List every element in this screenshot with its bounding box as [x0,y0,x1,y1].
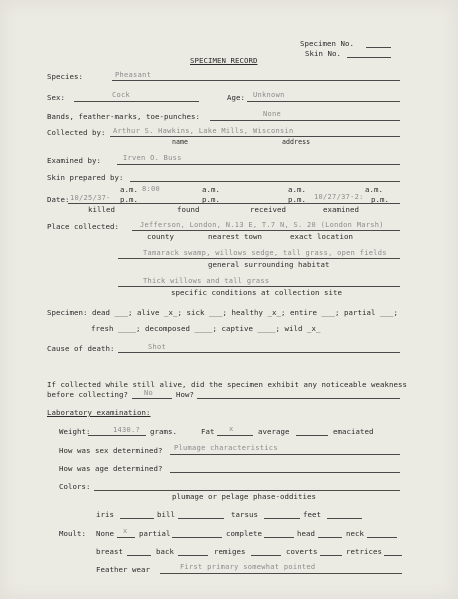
place-collected-line [132,230,400,231]
species-line [112,80,400,81]
date-pm-1: p.m. [120,195,138,204]
fat-line [217,435,253,436]
fat-emaciated: emaciated [333,427,374,436]
moult-neck-line [367,537,397,538]
moult-partial: partial [139,529,171,538]
moult-retrices-line [384,555,402,556]
moult-none-line [117,537,135,538]
age-determined-line [170,472,400,473]
specimen-condition-line1: Specimen: dead ___; alive _x_; sick ___; healthy _x_; entire ___; partial ___; [47,308,398,317]
fat-mark: x [229,425,234,433]
moult-none: None [96,529,114,538]
habitat-line [118,258,400,259]
cause-of-death-label: Cause of death: [47,344,115,353]
weakness-answer: No [144,389,154,397]
date-am-4: a.m. [365,185,383,194]
weakness-answer-line [132,398,172,399]
sex-label: Sex: [47,93,65,102]
skin-no-field[interactable] [347,57,391,58]
moult-partial-line [172,537,222,538]
collected-by-label: Collected by: [47,128,106,137]
date-found-caption: found [177,205,200,214]
weight-line [88,435,146,436]
moult-coverts-line [320,555,342,556]
age-label: Age: [227,93,245,102]
moult-neck: neck [346,529,364,538]
date-line [68,203,400,204]
cause-of-death-line [118,352,400,353]
weight-value: 1430.? [113,426,141,434]
weakness-how-label: How? [176,390,194,399]
feather-wear-label: Feather wear [96,565,150,574]
examined-by-label: Examined by: [47,156,101,165]
habitat-value: Tamarack swamp, willows sedge, tall grass, open fields [143,249,387,257]
collected-by-value: Arthur S. Hawkins, Lake Mills, Wisconsin [113,127,294,135]
color-iris-label: iris [96,510,114,519]
moult-back: back [156,547,174,556]
date-examined-caption: examined [323,205,359,214]
site-conditions-line [118,286,400,287]
date-killed-value: 10/25/37- [70,194,111,202]
moult-retrices: retrices [346,547,382,556]
sex-value: Cock [112,91,131,99]
moult-remiges-line [251,555,281,556]
date-am-3: a.m. [288,185,306,194]
color-bill-line [178,518,224,519]
color-tarsus-line [264,518,300,519]
age-line [247,101,400,102]
collected-by-address-caption: address [282,138,311,146]
date-am-1: a.m. [120,185,138,194]
color-iris-line [120,518,154,519]
average-line [296,435,328,436]
form-title: SPECIMEN RECORD [190,56,258,65]
moult-complete: complete [226,529,262,538]
skin-no-label: Skin No. [305,49,341,58]
bands-line [210,120,400,121]
sex-determined-line [170,454,400,455]
specimen-no-field[interactable] [366,47,391,48]
date-pm-2: p.m. [202,195,220,204]
moult-back-line [178,555,208,556]
place-collected-value: Jefferson, London, N.13 E, T.7 N, S. 20 (London Marsh) [140,221,384,229]
moult-remiges: remiges [214,547,246,556]
weakness-question-before: before collecting? [47,390,128,399]
habitat-caption: general surrounding habitat [208,260,330,269]
bands-label: Bands, feather-marks, toe-punches: [47,112,200,121]
skin-prepared-by-line [130,181,400,182]
weight-unit: grams. [150,427,177,436]
feather-wear-value: First primary somewhat pointed [180,563,316,571]
moult-none-mark: x [123,527,128,535]
moult-head: head [297,529,315,538]
lab-heading: Laboratory examination: [47,408,151,417]
place-town-caption: nearest town [208,232,262,241]
species-label: Species: [47,72,83,81]
examined-by-value: Irven O. Buss [123,154,182,162]
color-feet-line [327,518,362,519]
date-examined-value: 10/27/37-2: [314,193,364,201]
sex-determined-label: How was sex determined? [59,446,163,455]
skin-prepared-by-label: Skin prepared by: [47,173,124,182]
site-conditions-value: Thick willows and tall grass [143,277,270,285]
specimen-no-label: Specimen No. [300,39,354,48]
specimen-condition-line2: fresh ____; decomposed ____; captive ____; wild _x_ [91,324,321,333]
feather-wear-line [160,573,402,574]
age-determined-label: How was age determined? [59,464,163,473]
fat-average: average [258,427,290,436]
fat-label: Fat [201,427,215,436]
date-killed-caption: killed [88,205,115,214]
color-tarsus-label: tarsus [231,510,258,519]
weakness-how-line [197,398,400,399]
moult-breast-line [127,555,151,556]
colors-line [94,490,400,491]
collected-by-line [110,136,400,137]
color-feet-label: feet [303,510,321,519]
moult-label: Moult: [59,529,86,538]
sex-line [74,101,199,102]
cause-of-death-value: Shot [148,343,167,351]
colors-label: Colors: [59,482,91,491]
weakness-question-line1: If collected while still alive, did the specimen exhibit any noticeable weakness [47,380,407,389]
collected-by-name-caption: name [172,138,189,146]
weight-label: Weight: [59,427,91,436]
sex-determined-value: Plumage characteristics [174,444,278,452]
date-pm-3: p.m. [288,195,306,204]
place-county-caption: county [147,232,174,241]
date-received-caption: received [250,205,286,214]
color-bill-label: bill [157,510,175,519]
moult-head-line [318,537,342,538]
moult-coverts: coverts [286,547,318,556]
bands-value: None [263,110,282,118]
date-am-time: 8:00 [142,185,161,193]
place-location-caption: exact location [290,232,353,241]
age-value: Unknown [253,91,285,99]
moult-breast: breast [96,547,123,556]
species-value: Pheasant [115,71,152,79]
site-conditions-caption: specific conditions at collection site [171,288,342,297]
date-am-2: a.m. [202,185,220,194]
moult-complete-line [264,537,294,538]
colors-caption: plumage or pelage phase-oddities [172,492,316,501]
examined-by-line [117,164,400,165]
place-collected-label: Place collected: [47,222,119,231]
date-label: Date: [47,195,70,204]
date-pm-4: p.m. [371,195,389,204]
